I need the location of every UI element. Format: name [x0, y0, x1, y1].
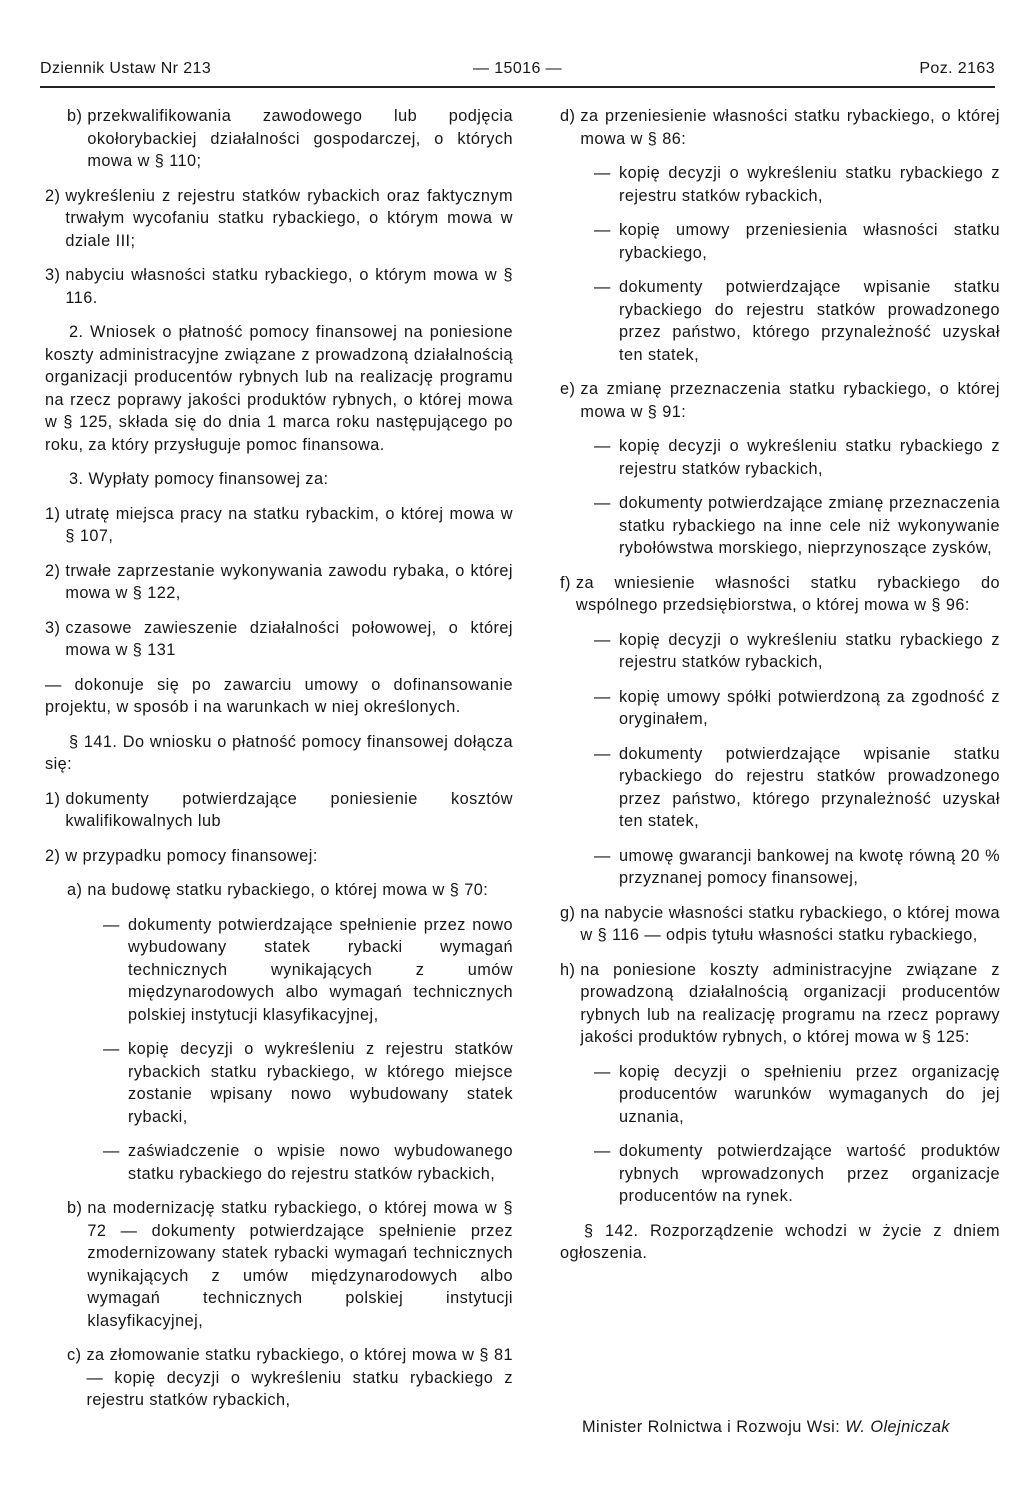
dash-item: — zaświadczenie o wpisie nowo wybudowanego statku rybackiego do rejestru statków rybackich,	[103, 1142, 513, 1183]
list-item: 2) w przypadku pomocy finansowej:	[45, 846, 318, 865]
header-rule	[40, 86, 995, 88]
dash-item: — kopię decyzji o wykreśleniu statku rybackiego z rejestru statków rybackich,	[594, 630, 1000, 671]
section-142: § 142. Rozporządzenie wchodzi w życie z dniem ogłoszenia.	[560, 1221, 1000, 1262]
section-141: § 141. Do wniosku o płatność pomocy finansowej dołącza się:	[45, 732, 513, 773]
list-item: 3) czasowe zawieszenie działalności połowowej, o której mowa w § 131	[45, 618, 513, 659]
list-item: 3) nabyciu własności statku rybackiego, o którym mowa w § 116.	[45, 266, 513, 307]
signature-name: W. Olejniczak	[845, 1418, 950, 1436]
list-item: g) na nabycie własności statku rybackiego, o której mowa w § 116 — odpis tytułu własności statku rybackiego,	[560, 903, 1000, 944]
paragraph-3-tail: — dokonuje się po zawarciu umowy o dofinansowanie projektu, w sposób i na warunkach w niej określonych.	[45, 675, 513, 716]
dash-item: — kopię decyzji o wykreśleniu statku rybackiego z rejestru statków rybackich,	[594, 164, 1000, 205]
paragraph-3: 3. Wypłaty pomocy finansowej za:	[69, 470, 329, 488]
dash-item: — kopię decyzji o wykreśleniu z rejestru statków rybackich statku rybackiego, w którego miejsce zostanie wpisany nowo wybudowany statek rybacki,	[103, 1040, 513, 1126]
dash-item: — kopię decyzji o spełnieniu przez organizację producentów warunków wymaganych do jej uznania,	[594, 1062, 1000, 1126]
list-item: e) za zmianę przeznaczenia statku rybackiego, o której mowa w § 91:	[560, 380, 1000, 421]
dash-item: — kopię umowy przeniesienia własności statku rybackiego,	[594, 221, 1000, 262]
list-item: 2) trwałe zaprzestanie wykonywania zawodu rybaka, o której mowa w § 122,	[45, 561, 513, 602]
page-header	[40, 60, 995, 84]
list-item: b) przekwalifikowania zawodowego lub podjęcia okołorybackiej działalności gospodarczej, o których mowa w § 110;	[67, 107, 513, 170]
dash-item: — dokumenty potwierdzające wartość produktów rybnych wprowadzonych przez organizacje producentów na rynek.	[594, 1142, 1000, 1205]
dash-item: — dokumenty potwierdzające zmianę przeznaczenia statku rybackiego na inne cele niż wykonywanie rybołówstwa morskiego, nieprzynoszące zysków,	[594, 494, 1000, 557]
dash-item: — dokumenty potwierdzające spełnienie przez nowo wybudowany statek rybacki wymagań technicznych wynikających z umów międzynarodowych albo wymagań technicznych polskiej instytucji klasyfikacyjnej,	[103, 915, 513, 1024]
signature-line	[582, 1418, 950, 1437]
right-column	[560, 105, 1000, 1277]
list-item: 1) dokumenty potwierdzające poniesienie kosztów kwalifikowalnych lub	[45, 789, 513, 830]
dash-item: — umowę gwarancji bankowej na kwotę równą 20 % przyznanej pomocy finansowej,	[594, 846, 1000, 887]
list-item: c) za złomowanie statku rybackiego, o której mowa w § 81 — kopię decyzji o wykreśleniu statku rybackiego z rejestru statków rybackich,	[67, 1346, 513, 1409]
journal-title: Dziennik Ustaw Nr 213	[40, 60, 212, 77]
list-item: d) za przeniesienie własności statku rybackiego, o której mowa w § 86:	[560, 107, 1000, 148]
list-item: 1) utratę miejsca pracy na statku rybackim, o której mowa w § 107,	[45, 504, 513, 545]
list-item: b) na modernizację statku rybackiego, o której mowa w § 72 — dokumenty potwierdzające spełnienie przez zmodernizowany statek rybacki wymagań technicznych wynikających z umów międzynarodowych albo wymagań technicznych polskiej instytucji klasyfikacyjnej,	[67, 1199, 513, 1330]
left-column	[45, 105, 513, 1424]
list-item: 2) wykreśleniu z rejestru statków rybackich oraz faktycznym trwałym wycofaniu statku rybackiego, o którym mowa w dziale III;	[45, 186, 513, 250]
list-item: f) za wniesienie własności statku rybackiego do wspólnego przedsiębiorstwa, o której mowa w § 96:	[560, 573, 1000, 614]
list-item: a) na budowę statku rybackiego, o której mowa w § 70:	[67, 881, 489, 899]
page-number: — 15016 —	[473, 60, 562, 77]
dash-item: — kopię decyzji o wykreśleniu statku rybackiego z rejestru statków rybackich,	[594, 437, 1000, 478]
dash-item: — dokumenty potwierdzające wpisanie statku rybackiego do rejestru statków prowadzonego przez państwo, którego przynależność uzyskał ten statek,	[594, 278, 1000, 364]
dash-item: — dokumenty potwierdzające wpisanie statku rybackiego do rejestru statków prowadzonego przez państwo, którego przynależność uzyskał ten statek,	[594, 744, 1000, 830]
list-item: h) na poniesione koszty administracyjne związane z prowadzoną działalnością organizacji producentów rybnych lub na realizację programu na rzecz poprawy jakości produktów rybnych, o której mowa w § 125:	[560, 960, 1000, 1046]
position-number: Poz. 2163	[919, 60, 995, 77]
signature-title: Minister Rolnictwa i Rozwoju Wsi:	[582, 1418, 846, 1436]
paragraph-2: 2. Wniosek o płatność pomocy finansowej na poniesione koszty administracyjne związane z prowadzoną działalnością organizacji producentów rybnych lub na realizację programu na rzecz poprawy jakości produktów rybnych, o której mowa w § 125, składa się do dnia 1 marca roku następującego po roku, za który przysługuje pomoc finansowa.	[45, 323, 513, 454]
dash-item: — kopię umowy spółki potwierdzoną za zgodność z oryginałem,	[594, 687, 1000, 728]
